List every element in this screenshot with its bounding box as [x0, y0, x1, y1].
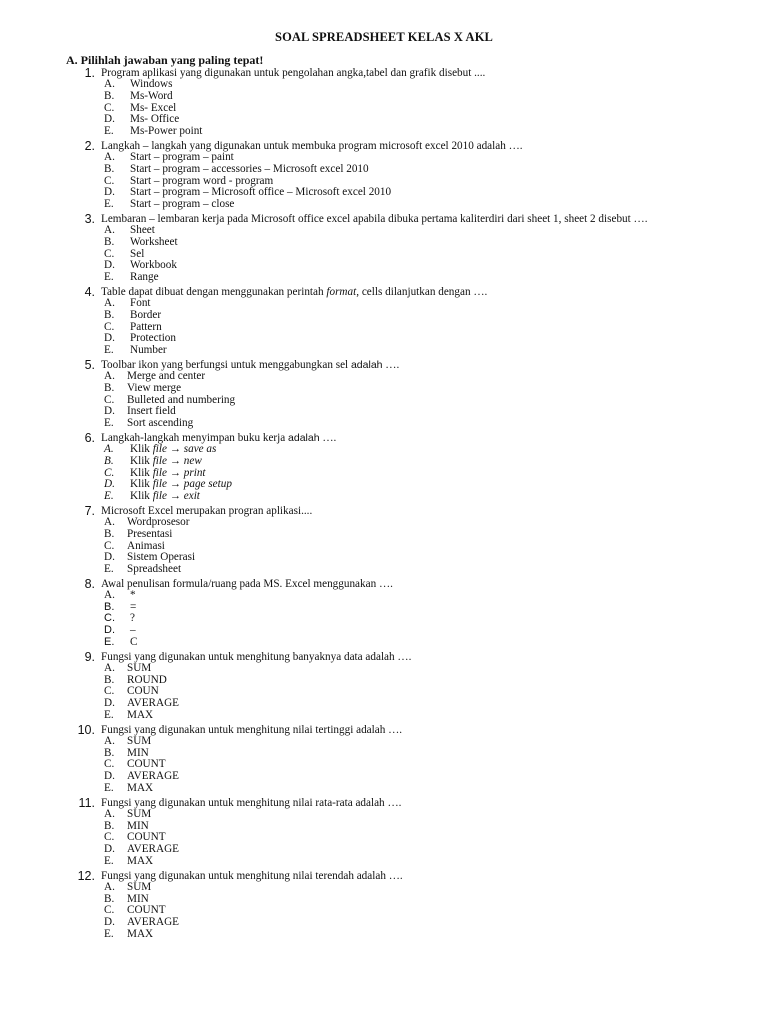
option-letter: C.: [104, 174, 115, 187]
option-letter: E.: [104, 563, 114, 576]
option-letter: D.: [104, 916, 115, 929]
answer-option: [104, 103, 768, 115]
answer-option: [104, 821, 768, 833]
option-text: [130, 126, 202, 138]
option-letter: A.: [104, 442, 114, 455]
option-text-main: Start – program – Microsoft office – Microsoft excel 2010: [130, 186, 392, 199]
option-list: [104, 152, 768, 211]
option-text-italic: file → save as: [152, 442, 217, 455]
answer-option: [104, 602, 768, 614]
question-text-part: Toolbar ikon yang berfungsi untuk menggabungkan sel: [101, 358, 351, 371]
question-number: 11.: [78, 795, 95, 810]
option-letter: A.: [104, 369, 115, 382]
option-text-main: Workbook: [130, 259, 177, 272]
option-letter: E.: [104, 125, 114, 138]
option-text-main: MAX: [127, 709, 154, 722]
option-text-italic: file → print: [152, 466, 206, 479]
document-title: SOAL SPREADSHEET KELAS X AKL: [275, 30, 493, 44]
option-text-main: AVERAGE: [127, 916, 180, 929]
option-letter: C.: [104, 320, 115, 333]
option-list: [104, 444, 768, 503]
question-text-italic: format: [326, 285, 357, 298]
option-text-main: Klik: [130, 442, 153, 455]
answer-option: [104, 333, 768, 345]
answer-option: [104, 406, 768, 418]
option-text-main: Range: [130, 271, 159, 284]
question-text-part: Table dapat dibuat dengan menggunakan perintah: [101, 285, 327, 298]
option-letter: E.: [104, 782, 114, 795]
option-letter: C.: [104, 831, 115, 844]
option-letter: B.: [104, 527, 115, 540]
question-text: [101, 286, 687, 298]
answer-option: [104, 491, 768, 503]
question-item: [0, 359, 768, 432]
option-letter: B.: [104, 308, 115, 321]
option-letter: A.: [104, 150, 115, 163]
question-text-part: ….: [382, 358, 400, 371]
option-text: [130, 272, 159, 284]
option-text-main: AVERAGE: [127, 770, 180, 783]
option-letter: D.: [104, 843, 115, 856]
answer-option: [104, 771, 768, 783]
question-text: Fungsi yang digunakan untuk menghitung banyaknya data adalah ….: [101, 650, 412, 663]
option-letter: C.: [104, 685, 115, 698]
option-letter: E.: [104, 271, 114, 284]
option-text-main: –: [130, 624, 136, 637]
option-letter: A.: [104, 296, 115, 309]
answer-option: [104, 541, 768, 553]
question-number: 12.: [77, 868, 95, 883]
answer-option: [104, 698, 768, 710]
question-item: [0, 140, 768, 213]
option-list: [104, 517, 768, 576]
option-letter: D.: [104, 551, 115, 564]
answer-option: [104, 199, 768, 211]
option-letter: C.: [104, 612, 115, 625]
option-letter: B.: [104, 746, 115, 759]
question-item: [0, 213, 768, 286]
question-number: 6.: [84, 430, 95, 445]
option-letter: B.: [104, 673, 115, 686]
option-letter: C.: [104, 466, 115, 479]
option-text-main: Sort ascending: [127, 417, 194, 430]
answer-option: [104, 809, 768, 821]
answer-option: [104, 91, 768, 103]
option-text-italic: file → new: [152, 454, 202, 467]
question-text: Fungsi yang digunakan untuk menghitung nilai rata-rata adalah ….: [101, 796, 402, 809]
question-item: [0, 651, 768, 724]
option-text-italic: file → page setup: [152, 478, 232, 491]
answer-option: [104, 637, 768, 649]
option-letter: A.: [104, 880, 115, 893]
option-text-main: Border: [130, 308, 162, 321]
option-letter: A.: [104, 734, 115, 747]
option-letter: C.: [104, 101, 115, 114]
option-list: [104, 298, 768, 357]
option-text-main: Klik: [130, 478, 153, 491]
option-text-main: C: [130, 636, 138, 649]
option-list: [104, 736, 768, 795]
answer-option: [104, 686, 768, 698]
answer-option: [104, 345, 768, 357]
question-item: [0, 578, 768, 651]
option-letter: B.: [104, 454, 114, 467]
option-letter: E.: [104, 636, 115, 649]
option-text-main: Sistem Operasi: [127, 551, 196, 564]
option-letter: D.: [104, 405, 115, 418]
option-letter: E.: [104, 855, 114, 868]
option-letter: B.: [104, 819, 115, 832]
question-item: [0, 432, 768, 505]
answer-option: [104, 663, 768, 675]
option-text-main: MAX: [127, 855, 154, 868]
option-letter: D.: [104, 770, 115, 783]
option-text-main: Insert field: [127, 405, 176, 418]
answer-option: [104, 371, 768, 383]
option-letter: A.: [104, 807, 115, 820]
answer-option: [104, 272, 768, 284]
option-text-main: Start – program – paint: [130, 150, 234, 163]
answer-option: [104, 564, 768, 576]
answer-option: [104, 322, 768, 334]
option-text-main: Wordprosesor: [127, 515, 190, 528]
option-text-main: Klik: [130, 490, 153, 503]
option-text-main: ROUND: [127, 673, 167, 686]
question-item: [0, 724, 768, 797]
option-list: [104, 809, 768, 868]
option-text: [130, 491, 200, 503]
option-letter: E.: [104, 928, 114, 941]
answer-option: [104, 929, 768, 941]
answer-option: [104, 748, 768, 760]
option-text-main: AVERAGE: [127, 843, 180, 856]
option-text-main: Ms- Excel: [130, 101, 177, 114]
option-text-main: View merge: [127, 381, 182, 394]
option-letter: E.: [104, 709, 114, 722]
option-text-main: SUM: [127, 734, 152, 747]
option-text-main: Windows: [130, 78, 173, 90]
answer-option: [104, 79, 768, 91]
question-number: 5.: [84, 357, 95, 372]
option-text-main: Font: [130, 296, 151, 309]
answer-option: [104, 552, 768, 564]
option-letter: A.: [104, 78, 115, 90]
option-letter: D.: [104, 332, 115, 345]
answer-option: [104, 237, 768, 249]
answer-option: [104, 844, 768, 856]
answer-option: [104, 529, 768, 541]
question-item: [0, 505, 768, 578]
option-letter: C.: [104, 393, 115, 406]
option-text-main: Start – program word - program: [130, 174, 274, 187]
option-text-main: COUN: [127, 685, 159, 698]
option-text-main: MIN: [127, 892, 149, 905]
option-list: [104, 371, 768, 430]
option-list: [104, 663, 768, 722]
option-text-main: Start – program – accessories – Microsoft excel 2010: [130, 162, 369, 175]
question-text-keyword: adalah: [288, 431, 320, 444]
answer-option: [104, 905, 768, 917]
question-number: 8.: [84, 576, 95, 591]
option-letter: E.: [104, 490, 114, 503]
answer-option: [104, 759, 768, 771]
question-text: Awal penulisan formula/ruang pada MS. Excel menggunakan ….: [101, 577, 393, 590]
question-item: [0, 797, 768, 870]
option-text-main: Protection: [130, 332, 176, 345]
option-text-main: Presentasi: [127, 527, 173, 540]
option-text: [127, 856, 153, 868]
option-text: [130, 637, 137, 649]
option-letter: E.: [104, 198, 114, 211]
answer-option: [104, 444, 768, 456]
answer-option: [104, 225, 768, 237]
option-text-main: COUNT: [127, 758, 166, 771]
option-text: [130, 345, 167, 357]
question-text-part: Langkah-langkah menyimpan buku kerja: [101, 431, 289, 444]
option-text-main: MIN: [127, 746, 149, 759]
answer-option: [104, 126, 768, 138]
question-text-part: ….: [319, 431, 337, 444]
option-letter: C.: [104, 758, 115, 771]
option-letter: E.: [104, 344, 114, 357]
option-text-main: SUM: [127, 880, 152, 893]
answer-option: [104, 590, 768, 602]
answer-option: [104, 736, 768, 748]
answer-option: [104, 894, 768, 906]
question-number: 1.: [84, 66, 95, 80]
option-letter: D.: [104, 186, 115, 199]
option-letter: B.: [104, 162, 115, 175]
answer-option: [104, 783, 768, 795]
question-item: [0, 870, 768, 943]
option-text: [127, 929, 153, 941]
option-text-main: Spreadsheet: [127, 563, 182, 576]
question-text: Lembaran – lembaran kerja pada Microsoft office excel apabila dibuka pertama kaliterdiri dari sheet 1, sheet 2 disebut ….: [101, 212, 648, 225]
option-text-main: Ms-Power point: [130, 125, 203, 138]
option-letter: A.: [104, 515, 115, 528]
question-text: Microsoft Excel merupakan progran aplikasi....: [101, 504, 313, 517]
option-letter: A.: [104, 588, 115, 601]
option-text-main: COUNT: [127, 831, 166, 844]
question-text: Program aplikasi yang digunakan untuk pengolahan angka,tabel dan grafik disebut ....: [101, 67, 486, 79]
option-letter: B.: [104, 600, 115, 613]
answer-option: [104, 249, 768, 261]
option-text-italic: file → exit: [152, 490, 200, 503]
answer-option: [104, 517, 768, 529]
option-text-main: Sel: [130, 247, 145, 260]
option-letter: D.: [104, 697, 115, 710]
option-text-main: *: [130, 588, 136, 601]
question-text: Langkah – langkah yang digunakan untuk membuka program microsoft excel 2010 adalah ….: [101, 139, 523, 152]
option-letter: B.: [104, 235, 115, 248]
option-letter: C.: [104, 247, 115, 260]
answer-option: [104, 675, 768, 687]
option-text: [127, 564, 181, 576]
answer-option: [104, 310, 768, 322]
answer-option: [104, 479, 768, 491]
option-letter: B.: [104, 89, 115, 102]
answer-option: [104, 395, 768, 407]
option-text-main: Ms-Word: [130, 89, 173, 102]
option-text-main: Merge and center: [127, 369, 206, 382]
option-list: [104, 225, 768, 284]
question-text: Fungsi yang digunakan untuk menghitung nilai terendah adalah ….: [101, 869, 403, 882]
option-letter: A.: [104, 661, 115, 674]
section-heading: A. Pilihlah jawaban yang paling tepat!: [66, 53, 264, 67]
option-text-main: MAX: [127, 928, 154, 941]
answer-option: [104, 710, 768, 722]
question-number: 10.: [77, 722, 95, 737]
option-text: [127, 418, 193, 430]
answer-option: [104, 114, 768, 126]
answer-option: [104, 298, 768, 310]
option-list: [104, 882, 768, 941]
question-number: 4.: [84, 284, 95, 299]
answer-option: [104, 418, 768, 430]
option-letter: D.: [104, 624, 115, 637]
option-text: [127, 710, 153, 722]
answer-option: [104, 613, 768, 625]
option-letter: D.: [104, 478, 115, 491]
option-letter: A.: [104, 223, 115, 236]
question-text: Fungsi yang digunakan untuk menghitung nilai tertinggi adalah ….: [101, 723, 403, 736]
question-item: [0, 67, 768, 140]
option-letter: D.: [104, 113, 115, 126]
option-text: [127, 783, 153, 795]
option-text-main: SUM: [127, 661, 152, 674]
question-item: [0, 286, 768, 359]
option-text-main: Worksheet: [130, 235, 178, 248]
option-letter: D.: [104, 259, 115, 272]
question-number: 9.: [84, 649, 95, 664]
option-text-main: Klik: [130, 466, 153, 479]
option-letter: E.: [104, 417, 114, 430]
answer-option: [104, 832, 768, 844]
option-text-main: MAX: [127, 782, 154, 795]
question-number: 7.: [84, 503, 95, 518]
option-text-main: SUM: [127, 807, 152, 820]
option-letter: B.: [104, 892, 115, 905]
question-text-part: , cells dilanjutkan dengan ….: [356, 285, 488, 298]
option-text-main: MIN: [127, 819, 149, 832]
answer-option: [104, 917, 768, 929]
option-text-main: Klik: [130, 454, 153, 467]
option-text-main: Sheet: [130, 223, 155, 236]
option-text-main: Bulleted and numbering: [127, 393, 236, 406]
option-text-main: Ms- Office: [130, 113, 180, 126]
answer-option: [104, 856, 768, 868]
question-text-keyword: adalah: [350, 358, 383, 371]
option-text-main: COUNT: [127, 904, 166, 917]
question-number: 2.: [84, 138, 95, 153]
option-letter: C.: [104, 904, 115, 917]
option-text-main: Animasi: [127, 539, 165, 552]
option-text-main: Pattern: [130, 320, 162, 333]
option-text-main: ?: [130, 612, 135, 625]
option-letter: C.: [104, 539, 115, 552]
option-list: [104, 79, 768, 138]
question-number: 3.: [84, 211, 95, 226]
answer-option: [104, 625, 768, 637]
question-list: [0, 67, 768, 943]
option-text-main: AVERAGE: [127, 697, 180, 710]
option-text-main: =: [130, 600, 137, 613]
answer-option: [104, 882, 768, 894]
option-text: [130, 199, 234, 211]
option-list: [104, 590, 768, 649]
option-letter: B.: [104, 381, 115, 394]
option-text-main: Start – program – close: [130, 198, 235, 211]
option-text-main: Number: [130, 344, 167, 357]
answer-option: [104, 260, 768, 272]
